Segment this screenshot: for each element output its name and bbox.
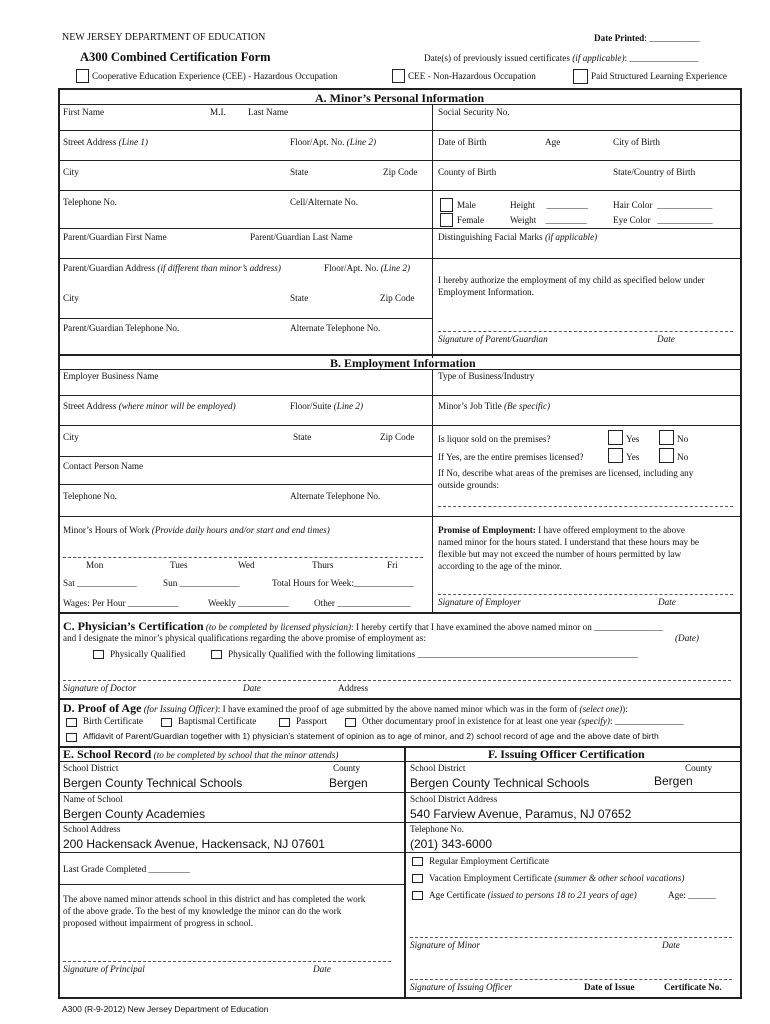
alternate-telephone-field[interactable]: Alternate Telephone No. <box>290 323 381 333</box>
employer-telephone-field[interactable]: Telephone No. <box>63 491 117 501</box>
section-b-title: B. Employment Information <box>330 356 476 370</box>
section-c-top-rule <box>58 612 742 614</box>
physician-designation-text: and I designate the minor’s physical qualifications regarding the above promise of employment as: <box>63 633 426 643</box>
last-name-field[interactable]: Last Name <box>248 107 289 117</box>
city-of-birth-field[interactable]: City of Birth <box>613 137 660 147</box>
last-grade-field[interactable]: Last Grade Completed _________ <box>63 864 190 874</box>
issuing-county-label: County <box>685 763 713 773</box>
previous-certificates-field[interactable]: Date(s) of previously issued certificates (if applicable): _______________ <box>424 53 699 63</box>
officer-signature-label: Signature of Issuing Officer <box>410 982 512 992</box>
mon-label: Mon <box>86 560 104 570</box>
doctor-signature-label: Signature of Doctor <box>63 683 137 693</box>
state-field[interactable]: State <box>290 167 309 177</box>
form-bottom-border <box>58 997 742 999</box>
qualified-with-limitations-checkbox[interactable] <box>211 650 222 659</box>
section-a-header-rule <box>58 104 742 105</box>
agency-name: NEW JERSEY DEPARTMENT OF EDUCATION <box>62 32 266 43</box>
facial-marks-field[interactable]: Distinguishing Facial Marks (if applicable) <box>438 232 598 242</box>
principal-date-label: Date <box>313 964 331 974</box>
licensed-yes-checkbox[interactable] <box>608 448 623 463</box>
issuing-district-value[interactable]: Bergen County Technical Schools <box>410 776 590 790</box>
doctor-signature-line[interactable] <box>63 680 731 681</box>
guardian-last-name-field[interactable]: Parent/Guardian Last Name <box>250 232 353 242</box>
school-attest-line-2: of the above grade. To the best of my knowledge the minor can do the work <box>63 906 342 916</box>
total-hours-field[interactable]: Total Hours for Week:_____________ <box>272 578 414 588</box>
promise-line-4: according to the age of the minor. <box>438 561 562 571</box>
employer-name-field[interactable]: Employer Business Name <box>63 371 159 381</box>
wages-other-field[interactable]: Other ________________ <box>314 598 411 608</box>
employer-city-field[interactable]: City <box>63 432 79 442</box>
other-proof-field[interactable]: Other documentary proof in existence for at least one year (specify): _______________ <box>362 716 684 726</box>
form-right-border <box>740 354 742 612</box>
guardian-state-field[interactable]: State <box>290 293 309 303</box>
cee-non-hazardous-checkbox[interactable] <box>392 69 405 83</box>
date-of-birth-field[interactable]: Date of Birth <box>438 137 487 147</box>
liquor-question: Is liquor sold on the premises? <box>438 434 551 444</box>
male-checkbox[interactable] <box>440 198 453 212</box>
paid-structured-checkbox[interactable] <box>573 69 588 84</box>
ssn-field[interactable]: Social Security No. <box>438 107 510 117</box>
issuing-telephone-value[interactable]: (201) 343-6000 <box>410 837 493 851</box>
section-f-title: F. Issuing Officer Certification <box>488 747 645 761</box>
issuing-district-label: School District <box>410 763 466 773</box>
employer-alt-telephone-field[interactable]: Alternate Telephone No. <box>290 491 381 501</box>
row-rule <box>404 822 742 823</box>
female-checkbox[interactable] <box>440 213 453 227</box>
job-title-field[interactable]: Minor’s Job Title (Be specific) <box>438 401 551 411</box>
issuing-county-value[interactable]: Bergen <box>654 774 693 788</box>
guardian-signature-date-label: Date <box>657 334 675 344</box>
row-rule <box>58 852 404 853</box>
age-certificate-checkbox[interactable] <box>412 891 423 900</box>
authorize-text-line-2: Employment Information. <box>438 287 534 297</box>
school-county-value[interactable]: Bergen <box>329 776 368 790</box>
footer-form-id: A300 (R-9-2012) New Jersey Department of Education <box>62 1004 269 1014</box>
employer-signature-date-label: Date <box>658 597 676 607</box>
employer-street-field[interactable]: Street Address (where minor will be employed) <box>63 401 236 411</box>
licensed-yes-label: Yes <box>626 452 640 462</box>
contact-person-field[interactable]: Contact Person Name <box>63 461 144 471</box>
city-field[interactable]: City <box>63 167 79 177</box>
promise-line-2: named minor for the hours stated. I understand that these hours may be <box>438 537 700 547</box>
row-rule <box>58 258 742 259</box>
qualified-with-limitations-label: Physically Qualified with the following limitations ________________________________________________ <box>228 649 638 659</box>
cee-hazardous-label: Cooperative Education Experience (CEE) - Hazardous Occupation <box>92 71 338 81</box>
row-rule <box>58 761 742 762</box>
wages-weekly-field[interactable]: Weekly ___________ <box>208 598 289 608</box>
baptismal-certificate-label: Baptismal Certificate <box>178 716 257 726</box>
floor-apt-field[interactable]: Floor/Apt. No. (Line 2) <box>290 137 377 147</box>
guardian-city-field[interactable]: City <box>63 293 79 303</box>
guardian-first-name-field[interactable]: Parent/Guardian First Name <box>63 232 167 242</box>
certificate-number-label: Certificate No. <box>664 982 722 992</box>
employer-signature-label: Signature of Employer <box>438 597 521 607</box>
minor-signature-label: Signature of Minor <box>410 940 481 950</box>
state-country-of-birth-field[interactable]: State/Country of Birth <box>613 167 696 177</box>
wed-label: Wed <box>238 560 255 570</box>
section-b-divider <box>432 369 433 612</box>
row-rule <box>58 792 404 793</box>
describe-areas-line-2: outside grounds: <box>438 480 499 490</box>
form-left-border <box>58 746 60 998</box>
passport-label: Passport <box>296 716 328 726</box>
row-rule <box>58 190 742 191</box>
middle-initial-field[interactable]: M.I. <box>210 107 226 117</box>
date-of-issue-label: Date of Issue <box>584 982 635 992</box>
guardian-floor-apt-field[interactable]: Floor/Apt. No. (Line 2) <box>324 263 411 273</box>
school-attest-line-1: The above named minor attends school in this district and has completed the work <box>63 894 366 904</box>
row-rule <box>58 425 742 426</box>
school-name-value[interactable]: Bergen County Academies <box>63 807 206 821</box>
guardian-zip-field[interactable]: Zip Code <box>380 293 415 303</box>
physician-certification-text: C. Physician’s Certification (to be completed by licensed physician): I hereby certify that I have examined the above named minor on _______________ <box>63 619 664 633</box>
female-label: Female <box>457 215 485 225</box>
form-right-border <box>740 88 742 358</box>
passport-checkbox[interactable] <box>279 718 290 727</box>
principal-signature-line[interactable] <box>63 961 391 962</box>
issuing-telephone-label: Telephone No. <box>410 824 464 834</box>
school-address-label: School Address <box>63 824 121 834</box>
minor-signature-line[interactable] <box>410 937 732 938</box>
weekday-hours-line[interactable] <box>63 557 423 558</box>
promise-line-1: Promise of Employment: I have offered employment to the above <box>438 525 685 535</box>
sat-hours-field[interactable]: Sat _____________ <box>63 578 137 588</box>
school-county-label: County <box>333 763 361 773</box>
describe-areas-line[interactable] <box>438 506 733 507</box>
proof-of-age-text: D. Proof of Age (for Issuing Officer): I have examined the proof of age submitted by the above named minor which was in the form of (select one)): <box>63 701 628 715</box>
minor-signature-date-label: Date <box>662 940 680 950</box>
regular-certificate-label: Regular Employment Certificate <box>429 856 549 866</box>
row-rule <box>58 456 432 457</box>
employer-signature-line[interactable] <box>438 594 733 595</box>
section-d-top-rule <box>58 698 742 700</box>
row-rule <box>58 228 742 229</box>
section-a-divider <box>432 104 433 358</box>
affidavit-checkbox[interactable] <box>66 733 77 742</box>
licensed-no-checkbox[interactable] <box>659 448 674 463</box>
employer-floor-suite-field[interactable]: Floor/Suite (Line 2) <box>290 401 363 411</box>
principal-signature-label: Signature of Principal <box>63 964 145 974</box>
row-rule <box>58 130 742 131</box>
eye-color-field[interactable]: Eye Color ____________ <box>613 215 713 225</box>
vacation-certificate-checkbox[interactable] <box>412 874 423 883</box>
age-field[interactable]: Age <box>545 137 561 147</box>
form-left-border <box>58 698 60 746</box>
row-rule <box>404 852 742 853</box>
height-field[interactable]: Height _________ <box>510 200 588 210</box>
row-rule <box>58 516 742 517</box>
section-ef-divider <box>404 746 406 998</box>
row-rule <box>58 822 404 823</box>
paid-structured-label: Paid Structured Learning Experience <box>591 71 727 81</box>
other-proof-checkbox[interactable] <box>345 718 356 727</box>
hair-color-field[interactable]: Hair Color ____________ <box>613 200 713 210</box>
street-address-field[interactable]: Street Address (Line 1) <box>63 137 148 147</box>
age-certificate-label: Age Certificate (issued to persons 18 to 21 years of age) <box>429 890 637 900</box>
form-left-border <box>58 354 60 612</box>
hours-of-work-label: Minor’s Hours of Work (Provide daily hours and/or start and end times) <box>63 525 330 535</box>
doctor-date-label: Date <box>243 683 261 693</box>
liquor-yes-label: Yes <box>626 434 640 444</box>
row-rule <box>58 884 404 885</box>
school-attest-line-3: proposed without impairment of progress in school. <box>63 918 254 928</box>
first-name-field[interactable]: First Name <box>63 107 105 117</box>
school-address-value[interactable]: 200 Hackensack Avenue, Hackensack, NJ 07601 <box>63 837 325 851</box>
school-name-label: Name of School <box>63 794 123 804</box>
describe-areas-line-1: If No, describe what areas of the premises are licensed, including any <box>438 468 694 478</box>
cell-alternate-field[interactable]: Cell/Alternate No. <box>290 197 358 207</box>
vacation-certificate-label: Vacation Employment Certificate (summer & other school vacations) <box>429 873 685 883</box>
regular-certificate-checkbox[interactable] <box>412 857 423 866</box>
authorize-text-line-1: I hereby authorize the employment of my child as specified below under <box>438 275 705 285</box>
baptismal-certificate-checkbox[interactable] <box>161 718 172 727</box>
liquor-no-label: No <box>677 434 689 444</box>
row-rule <box>58 318 432 319</box>
physically-qualified-checkbox[interactable] <box>93 650 104 659</box>
physically-qualified-label: Physically Qualified <box>110 649 186 659</box>
doctor-address-label: Address <box>338 683 369 693</box>
sun-hours-field[interactable]: Sun _____________ <box>163 578 240 588</box>
guardian-address-field[interactable]: Parent/Guardian Address (if different than minor’s address) <box>63 263 281 273</box>
business-type-field[interactable]: Type of Business/Industry <box>438 371 535 381</box>
form-right-border <box>740 612 742 698</box>
form-left-border <box>58 612 60 698</box>
licensed-question: If Yes, are the entire premises licensed? <box>438 452 584 462</box>
birth-certificate-checkbox[interactable] <box>66 718 77 727</box>
section-a-title: A. Minor’s Personal Information <box>315 91 485 105</box>
affidavit-label: Affidavit of Parent/Guardian together with 1) physician’s statement of opinion as to age of minor, and 2) school record of age and the above date of birth <box>83 731 659 741</box>
form-title: A300 Combined Certification Form <box>80 50 271 64</box>
section-a-top-rule <box>58 88 742 90</box>
birth-certificate-label: Birth Certificate <box>83 716 143 726</box>
district-address-value[interactable]: 540 Farview Avenue, Paramus, NJ 07652 <box>410 807 632 821</box>
exam-date-label: (Date) <box>675 633 699 643</box>
form-right-border <box>740 746 742 998</box>
section-b-header-rule <box>58 369 742 370</box>
liquor-no-checkbox[interactable] <box>659 430 674 445</box>
form-right-border <box>740 698 742 746</box>
cee-non-hazardous-label: CEE - Non-Hazardous Occupation <box>408 71 536 81</box>
county-of-birth-field[interactable]: County of Birth <box>438 167 497 177</box>
tues-label: Tues <box>170 560 188 570</box>
male-label: Male <box>457 200 476 210</box>
cee-hazardous-checkbox[interactable] <box>76 69 89 83</box>
date-printed: Date Printed: ___________ <box>594 33 700 43</box>
employer-state-field[interactable]: State <box>293 432 312 442</box>
school-district-value[interactable]: Bergen County Technical Schools <box>63 776 243 790</box>
officer-signature-line[interactable] <box>410 979 732 980</box>
guardian-telephone-field[interactable]: Parent/Guardian Telephone No. <box>63 323 180 333</box>
section-e-title: E. School Record (to be completed by school that the minor attends) <box>63 747 339 761</box>
employer-zip-field[interactable]: Zip Code <box>380 432 415 442</box>
weight-field[interactable]: Weight _________ <box>510 215 587 225</box>
age-field[interactable]: Age: ______ <box>668 890 716 900</box>
wages-per-hour-field[interactable]: Wages: Per Hour ___________ <box>63 598 179 608</box>
guardian-signature-line[interactable] <box>438 331 733 332</box>
zip-field[interactable]: Zip Code <box>383 167 418 177</box>
row-rule <box>58 160 742 161</box>
row-rule <box>404 792 742 793</box>
licensed-no-label: No <box>677 452 689 462</box>
guardian-signature-label: Signature of Parent/Guardian <box>438 334 548 344</box>
thurs-label: Thurs <box>312 560 334 570</box>
promise-line-3: flexible but may not exceed the number of hours permitted by law <box>438 549 682 559</box>
fri-label: Fri <box>387 560 398 570</box>
liquor-yes-checkbox[interactable] <box>608 430 623 445</box>
district-address-label: School District Address <box>410 794 498 804</box>
row-rule <box>58 395 742 396</box>
row-rule <box>58 484 432 485</box>
school-district-label: School District <box>63 763 119 773</box>
telephone-field[interactable]: Telephone No. <box>63 197 117 207</box>
